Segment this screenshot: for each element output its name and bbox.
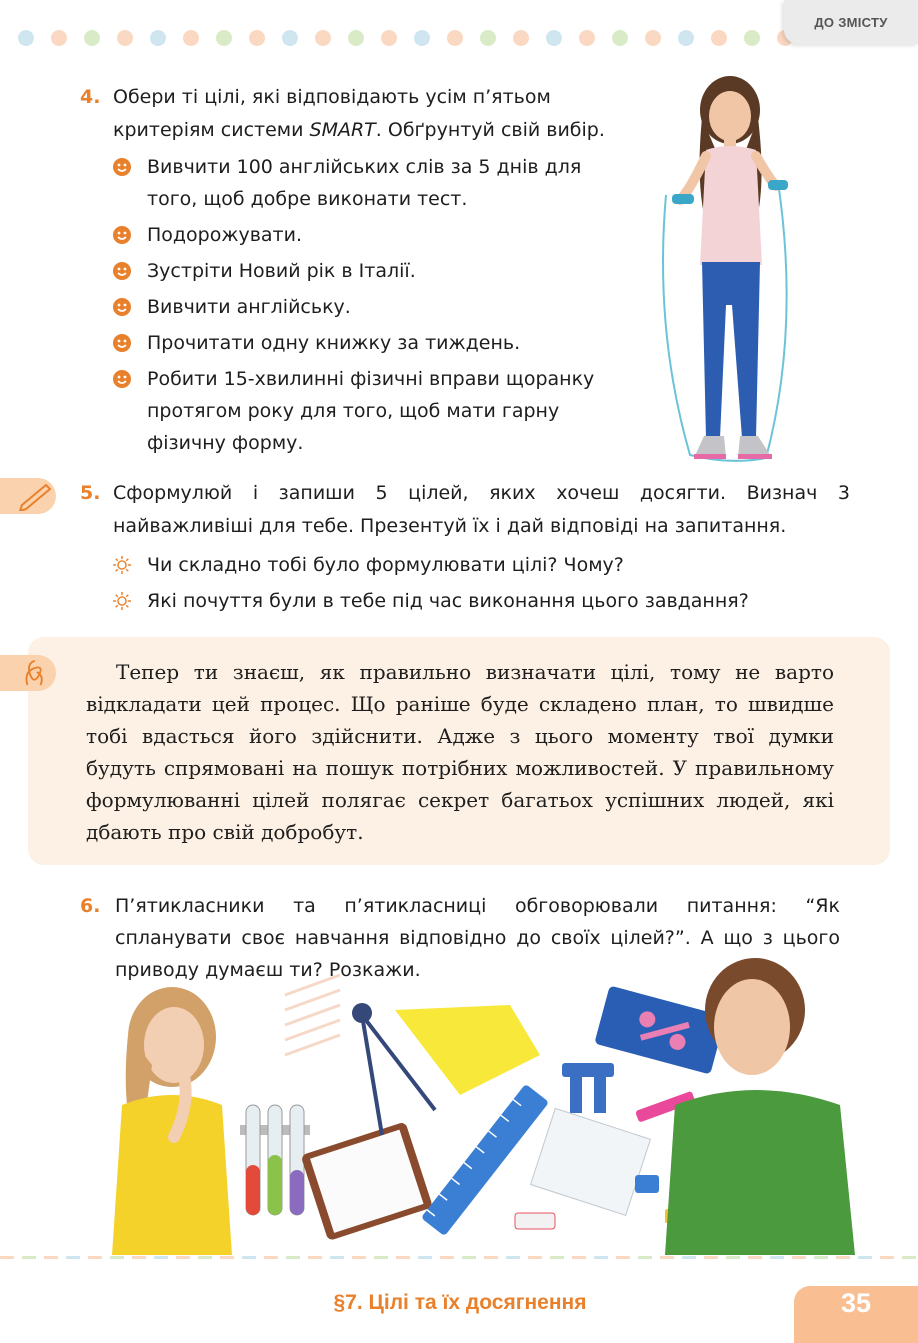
page-number: 35 [794,1286,918,1343]
decorative-dash [66,1256,80,1259]
girl-jump-rope-illustration [650,70,810,465]
section-title: §7. Цілі та їх досягнення [333,1291,587,1314]
list-item: Які почуття були в тебе під час виконання цього завдання? [113,583,850,619]
decorative-dash [462,1256,476,1259]
decorative-dash [308,1256,322,1259]
decorative-dash [44,1256,58,1259]
decorative-dot [678,30,694,46]
sun-icon [113,556,131,574]
decorative-dash [726,1256,740,1259]
decorative-dash [154,1256,168,1259]
decorative-dot [612,30,628,46]
decorative-dash [616,1256,630,1259]
decorative-dash [110,1256,124,1259]
knot-icon-tab [0,655,56,691]
decorative-dash [418,1256,432,1259]
note-box [28,637,890,865]
list-item: Чи складно тобі було формулювати цілі? Чому? [113,547,850,583]
decorative-dot [480,30,496,46]
decorative-dot [117,30,133,46]
decorative-dot [579,30,595,46]
decorative-dash [220,1256,234,1259]
decorative-dash [330,1256,344,1259]
decorative-dot [150,30,166,46]
decorative-dash [22,1256,36,1259]
decorative-dash [132,1256,146,1259]
decorative-dot [348,30,364,46]
task-4-intro: Обери ті цілі, які відповідають усім п’ятьом критеріям системи SMART. Обґрунтуй свій вибір. [113,86,605,141]
task-4 [80,81,660,459]
decorative-dash [572,1256,586,1259]
task-5 [80,477,850,619]
decorative-dash [638,1256,652,1259]
decorative-dash [286,1256,300,1259]
decorative-dot [18,30,34,46]
smiley-icon [113,370,131,388]
decorative-dot [51,30,67,46]
toc-button[interactable]: ДО ЗМІСТУ [784,0,918,44]
decorative-dash [396,1256,410,1259]
decorative-dot [711,30,727,46]
decorative-dash [594,1256,608,1259]
decorative-dash [792,1256,806,1259]
task-number: 4. [80,86,101,108]
decorative-dot [282,30,298,46]
decorative-dash [176,1256,190,1259]
decorative-dot [513,30,529,46]
decorative-dash [858,1256,872,1259]
decorative-dash [814,1256,828,1259]
smiley-icon [113,262,131,280]
decorative-dash [660,1256,674,1259]
decorative-dash [242,1256,256,1259]
decorative-dash [550,1256,564,1259]
decorative-dash [88,1256,102,1259]
decorative-dot [183,30,199,46]
decorative-dot [381,30,397,46]
decorative-dash [352,1256,366,1259]
decorative-dot [414,30,430,46]
note-text: Тепер ти знаєш, як правильно визначати цілі, тому не варто відкладати цей процес. Що раніше буде складено план, то швидше тобі вдасться його здійснити. Адже з цього моменту твої думки будуть спрямовані на пошук потрібних можливостей. У правильному формулюванні цілей полягає секрет багатьох успішних людей, які дбають про свій добробут. [86,660,834,844]
task-number: 5. [80,482,101,504]
decorative-dash [682,1256,696,1259]
list-item: Вивчити англійську. [113,291,623,323]
decorative-dot [645,30,661,46]
decorative-dash [264,1256,278,1259]
decorative-dash [704,1256,718,1259]
decorative-dash [484,1256,498,1259]
knot-icon [20,658,48,688]
list-item: Зустріти Новий рік в Італії. [113,255,623,287]
decorative-dash [440,1256,454,1259]
decorative-dot [744,30,760,46]
kids-school-supplies-illustration [100,955,860,1255]
task-5-text: Сформулюй і запиши 5 цілей, яких хочеш досягти. Визнач 3 найважливіші для тебе. Презентуй їх і дай відповіді на запитання. [113,482,850,537]
decorative-dot [216,30,232,46]
task-number: 6. [80,895,101,917]
smiley-icon [113,298,131,316]
decorative-dot [315,30,331,46]
decorative-dot [249,30,265,46]
smiley-icon [113,226,131,244]
task-6-text: П’ятикласники та п’ятикласниці обговорювали питання: “Як спланувати своє навчання відповідно до своїх цілей?”. А що з цього приводу думаєш ти? Розкажи. [115,895,840,981]
decorative-dashed-line [0,1256,918,1259]
decorative-dash [528,1256,542,1259]
decorative-dash [0,1256,14,1259]
sun-icon [113,592,131,610]
decorative-dot [84,30,100,46]
decorative-dash [506,1256,520,1259]
decorative-dot [447,30,463,46]
decorative-dash [902,1256,916,1259]
decorative-dash [770,1256,784,1259]
smiley-icon [113,334,131,352]
task-4-options [113,151,623,459]
pencil-icon-tab [0,478,56,514]
decorative-dash [880,1256,894,1259]
list-item: Прочитати одну книжку за тиждень. [113,327,623,359]
decorative-dash [374,1256,388,1259]
task-5-questions [113,547,850,619]
list-item: Робити 15-хвилинні фізичні вправи щоранку протягом року для того, щоб мати гарну фізичну форму. [113,363,623,459]
smiley-icon [113,158,131,176]
list-item: Подорожувати. [113,219,623,251]
decorative-dash [198,1256,212,1259]
decorative-dash [836,1256,850,1259]
decorative-dot [546,30,562,46]
list-item: Вивчити 100 англійських слів за 5 днів для того, щоб добре виконати тест. [113,151,623,215]
decorative-dots [18,30,808,46]
decorative-dash [748,1256,762,1259]
pencil-icon [16,481,56,511]
